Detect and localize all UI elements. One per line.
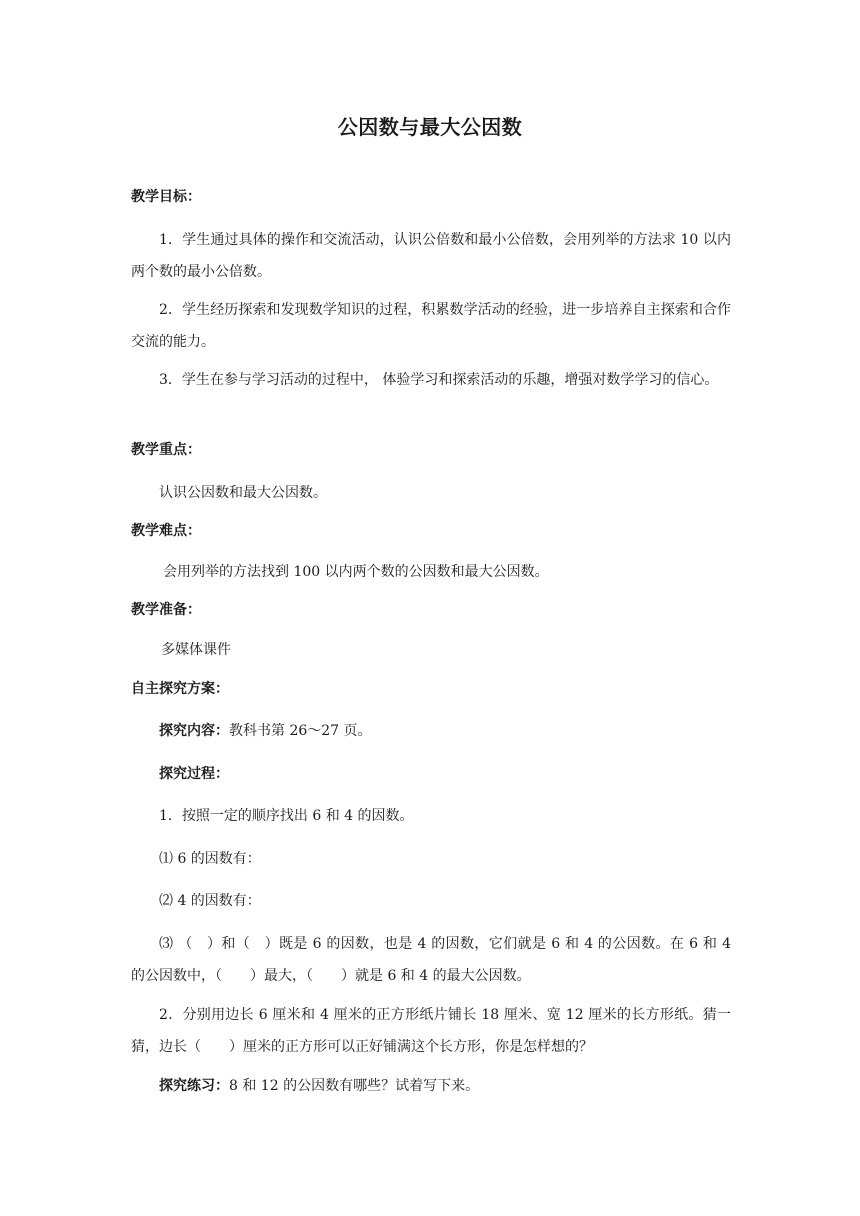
objective-item-2: 2．学生经历探索和发现数学知识的过程，积累数学活动的经验，进一步培养自主探索和合作交流的能力。: [131, 302, 731, 350]
process-step-1: 1．按照一定的顺序找出 6 和 4 的因数。: [159, 808, 414, 824]
practice-line: [159, 1076, 479, 1096]
practice-label: 探究练习：: [159, 1078, 229, 1094]
key-point-heading: 教学重点：: [131, 442, 201, 458]
objective-item-1: 1．学生通过具体的操作和交流活动，认识公倍数和最小公倍数，会用列举的方法求 10 以内两个数的最小公倍数。: [131, 232, 731, 280]
process-sub-2: ⑵ 4 的因数有：: [159, 893, 261, 909]
objective-item-3: 3．学生在参与学习活动的过程中， 体验学习和探索活动的乐趣，增强对数学学习的信心。: [159, 372, 719, 388]
preparation-heading: 教学准备：: [131, 602, 201, 618]
process-step-2: 2．分别用边长 6 厘米和 4 厘米的正方形纸片铺长 18 厘米、宽 12 厘米的长方形纸。猜一猜，边长（ ）厘米的正方形可以正好铺满这个长方形，你是怎样想的？: [131, 1007, 731, 1055]
plan-content-text: 教科书第 26～27 页。: [229, 723, 372, 739]
plan-heading: 自主探究方案：: [131, 681, 229, 697]
process-sub-3: ⑶ （ ）和（ ）既是 6 的因数，也是 4 的因数，它们就是 6 和 4 的公因数。在 6 和 4 的公因数中，（ ）最大，（ ）就是 6 和 4 的最大公因数。: [131, 936, 731, 984]
difficulty-text: 会用列举的方法找到 100 以内两个数的公因数和最大公因数。: [163, 564, 549, 580]
preparation-text: 多媒体课件: [161, 642, 231, 658]
practice-text: 8 和 12 的公因数有哪些？试着写下来。: [229, 1078, 480, 1094]
objectives-heading: 教学目标：: [131, 189, 201, 205]
document-title: 公因数与最大公因数: [337, 115, 523, 139]
process-sub-1: ⑴ 6 的因数有：: [159, 851, 261, 867]
plan-process-label: 探究过程：: [159, 766, 229, 782]
difficulty-heading: 教学难点：: [131, 523, 201, 539]
plan-content-label: 探究内容：: [159, 723, 229, 739]
key-point-text: 认识公因数和最大公因数。: [159, 485, 327, 501]
plan-content-line: [159, 721, 372, 741]
